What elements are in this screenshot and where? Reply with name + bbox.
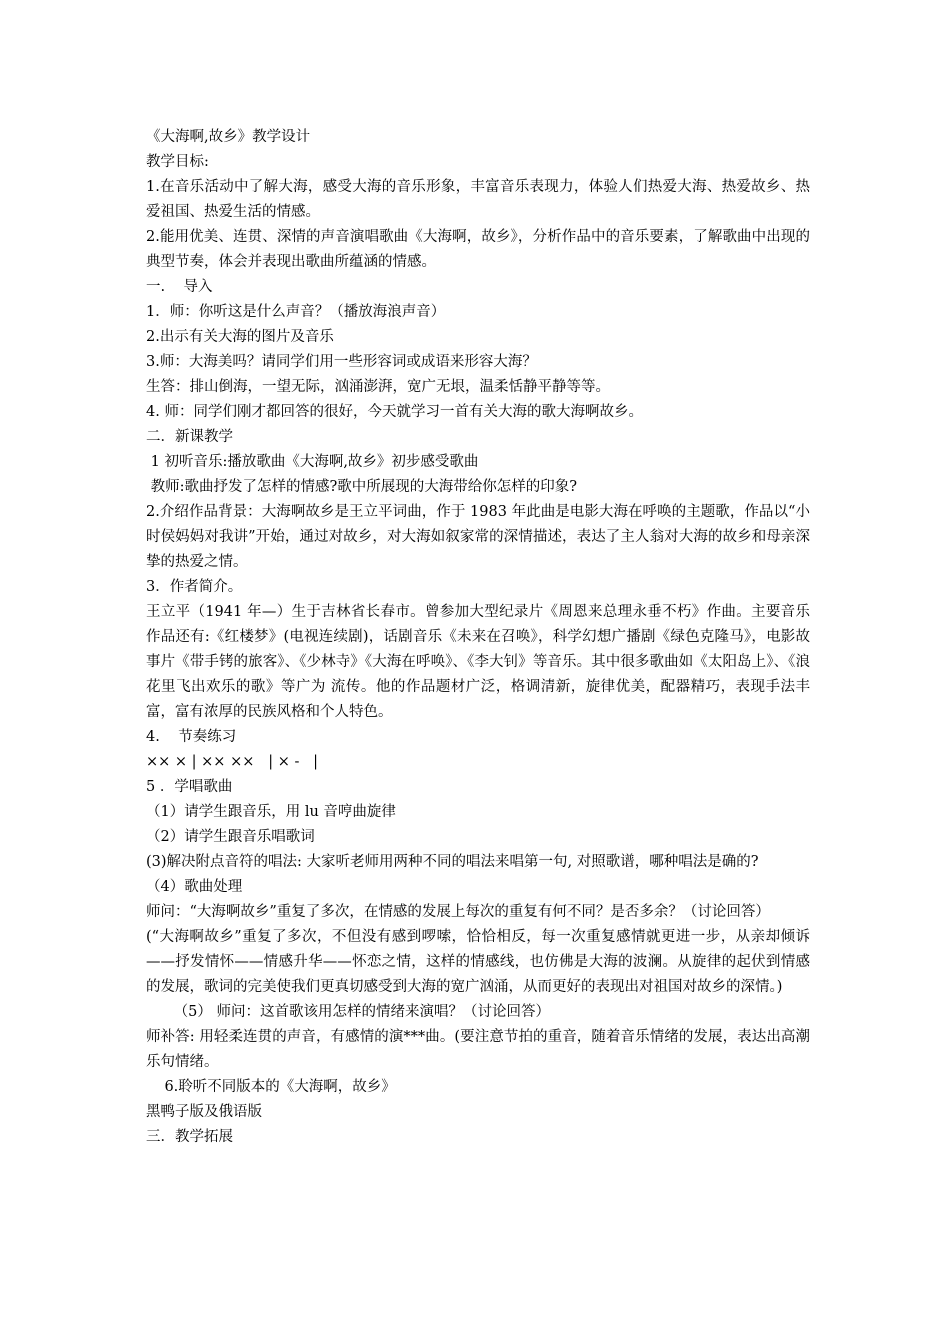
paragraph: 1 初听音乐:播放歌曲《大海啊,故乡》初步感受歌曲 (146, 454, 479, 470)
paragraph: （1）请学生跟音乐，用 lu 音哼曲旋律 (146, 804, 396, 820)
section-heading: 5 ．学唱歌曲 (146, 779, 233, 795)
section-heading: 三．教学拓展 (146, 1129, 233, 1145)
paragraph: (3)解决附点音符的唱法: 大家听老师用两种不同的唱法来唱第一句, 对照歌谱，哪种唱法是确的? (146, 854, 759, 870)
paragraph: （2）请学生跟音乐唱歌词 (146, 829, 315, 845)
paragraph: 1.在音乐活动中了解大海，感受大海的音乐形象，丰富音乐表现力，体验人们热爱大海、热爱故乡、热爱祖国、热爱生活的情感。 (146, 179, 810, 220)
document-body (146, 125, 810, 1150)
paragraph: 黑鸭子版及俄语版 (146, 1104, 262, 1120)
paragraph: （5） 师问：这首歌该用怎样的情绪来演唱？（讨论回答） (146, 1004, 550, 1020)
paragraph: 2.能用优美、连贯、深情的声音演唱歌曲《大海啊，故乡》，分析作品中的音乐要素，了解歌曲中出现的典型节奏，体会并表现出歌曲所蕴涵的情感。 (146, 229, 810, 270)
section-heading: 3．作者简介。 (146, 579, 243, 595)
paragraph: 师问：“大海啊故乡”重复了多次，在情感的发展上每次的重复有何不同？是否多余？（讨论回答） (146, 904, 770, 920)
paragraph: 2.出示有关大海的图片及音乐 (146, 329, 334, 345)
paragraph: 师补答: 用轻柔连贯的声音，有感情的演***曲。(要注意节拍的重音，随着音乐情绪的发展，表达出高潮乐句情绪。 (146, 1029, 810, 1070)
paragraph: 4. 师：同学们刚才都回答的很好，今天就学习一首有关大海的歌大海啊故乡。 (146, 404, 643, 420)
paragraph: 王立平（1941 年—）生于吉林省长春市。曾参加大型纪录片《周恩来总理永垂不朽》作曲。主要音乐作品还有:《红楼梦》(电视连续剧)，话剧音乐《未来在召唤》，科学幻想广播剧《绿色克隆马》，电影故事片《带手铐的旅客》、《少林寺》《大海在呼唤》、《李大钊》等音乐。其中很多歌曲如《太阳岛上》、《浪花里飞出欢乐的歌》等广为 流传。他的作品题材广泛，格调清新，旋律优美，配器精巧，表现手法丰富，富有浓厚的民族风格和个人特色。 (146, 604, 810, 720)
paragraph: （4）歌曲处理 (146, 879, 243, 895)
paragraph: 2.介绍作品背景：大海啊故乡是王立平词曲，作于 1983 年此曲是电影大海在呼唤的主题歌，作品以“小时侯妈妈对我讲”开始，通过对故乡，对大海如叙家常的深情描述，表达了主人翁对大海的故乡和母亲深挚的热爱之情。 (146, 504, 810, 570)
paragraph: 教师:歌曲抒发了怎样的情感?歌中所展现的大海带给你怎样的印象? (146, 479, 578, 495)
section-heading: 一. 导入 (146, 279, 213, 295)
paragraph: (“大海啊故乡”重复了多次，不但没有感到啰嗦，恰恰相反，每一次重复感情就更进一步，从亲却倾诉——抒发情怀——情感升华——怀恋之情，这样的情感线，也仿佛是大海的波澜。从旋律的起伏到情感的发展，歌词的完美使我们更真切感受到大海的宽广汹涌，从而更好的表现出对祖国对故乡的深情。) (146, 929, 810, 995)
paragraph: 6.聆听不同版本的《大海啊，故乡》 (146, 1079, 396, 1095)
document-title: 《大海啊,故乡》教学设计 (146, 129, 311, 145)
paragraph: 3.师：大海美吗？请同学们用一些形容词或成语来形容大海？ (146, 354, 537, 370)
rhythm-notation: ×× × | ×× ×× | × - | (146, 754, 319, 770)
section-heading: 4. 节奏练习 (146, 729, 237, 745)
paragraph: 生答：排山倒海，一望无际，汹涌澎湃，宽广无垠，温柔恬静平静等等。 (146, 379, 610, 395)
section-heading: 二．新课教学 (146, 429, 233, 445)
section-heading: 教学目标: (146, 154, 209, 170)
paragraph: 1．师：你听这是什么声音？（播放海浪声音） (146, 304, 446, 320)
